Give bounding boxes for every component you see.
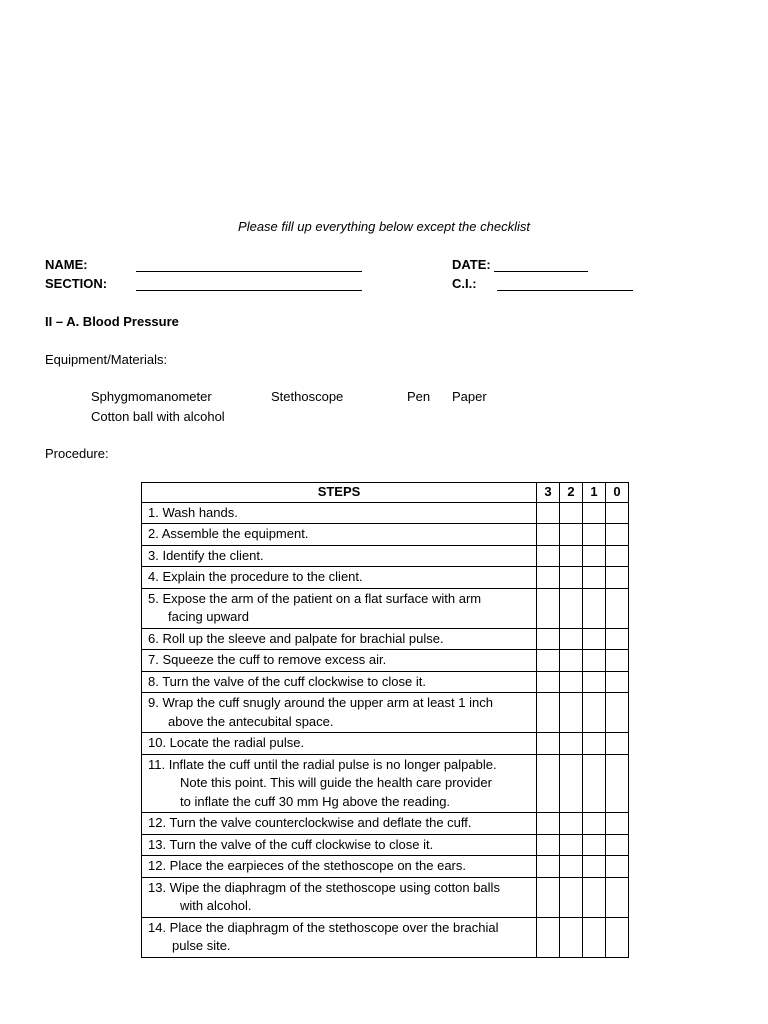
step-text-continued: Note this point. This will guide the health care provider (180, 775, 492, 790)
score-cell-2[interactable] (560, 567, 583, 589)
step-text: 6. Roll up the sleeve and palpate for brachial pulse. (148, 630, 444, 646)
step-text: 11. Inflate the cuff until the radial pulse is no longer palpable. (148, 756, 497, 772)
score-cell-1[interactable] (583, 856, 606, 878)
table-row (142, 628, 629, 650)
table-row (142, 671, 629, 693)
step-text-continued: above the antecubital space. (168, 713, 334, 729)
procedure-heading: Procedure: (45, 446, 109, 461)
score-cell-3[interactable] (537, 856, 560, 878)
step-text: 9. Wrap the cuff snugly around the upper arm at least 1 inch (148, 695, 493, 710)
step-cell (142, 671, 537, 693)
score-cell-0[interactable] (606, 813, 629, 835)
score-cell-0[interactable] (606, 628, 629, 650)
score-cell-3[interactable] (537, 524, 560, 546)
table-row (142, 502, 629, 524)
step-cell (142, 628, 537, 650)
score-cell-0[interactable] (606, 693, 629, 733)
step-text: 13. Wipe the diaphragm of the stethoscope using cotton balls (148, 879, 500, 895)
table-row (142, 545, 629, 567)
score-cell-2[interactable] (560, 813, 583, 835)
table-row (142, 754, 629, 813)
score-cell-1[interactable] (583, 588, 606, 628)
score-cell-2[interactable] (560, 502, 583, 524)
table-row (142, 917, 629, 957)
score-cell-0[interactable] (606, 545, 629, 567)
score-cell-1[interactable] (583, 754, 606, 813)
score-cell-2[interactable] (560, 693, 583, 733)
section-title: II – A. Blood Pressure (45, 314, 179, 329)
score-cell-3[interactable] (537, 877, 560, 917)
ci-label: C.I.: (452, 276, 477, 291)
score-cell-1[interactable] (583, 671, 606, 693)
equipment-heading: Equipment/Materials: (45, 352, 168, 367)
date-field-line[interactable] (494, 271, 588, 272)
score-cell-0[interactable] (606, 754, 629, 813)
table-row (142, 813, 629, 835)
score-cell-0[interactable] (606, 524, 629, 546)
step-cell (142, 545, 537, 567)
score-cell-3[interactable] (537, 628, 560, 650)
step-cell (142, 856, 537, 878)
step-text: 2. Assemble the equipment. (148, 526, 309, 541)
step-cell (142, 588, 537, 628)
score-cell-3[interactable] (537, 917, 560, 957)
step-text: 3. Identify the client. (148, 547, 264, 563)
score-cell-2[interactable] (560, 834, 583, 856)
table-row (142, 733, 629, 755)
column-header-score-3: 3 (537, 483, 560, 503)
step-cell (142, 834, 537, 856)
table-header-row (142, 483, 629, 503)
step-text-continued: to inflate the cuff 30 mm Hg above the reading. (180, 793, 451, 809)
step-cell (142, 917, 537, 957)
table-row (142, 856, 629, 878)
score-cell-1[interactable] (583, 693, 606, 733)
equipment-item-sphygmomanometer: Sphygmomanometer (91, 389, 212, 404)
table-row (142, 588, 629, 628)
score-cell-2[interactable] (560, 754, 583, 813)
score-cell-2[interactable] (560, 917, 583, 957)
score-cell-1[interactable] (583, 650, 606, 672)
column-header-score-1: 1 (583, 483, 606, 503)
table-row (142, 567, 629, 589)
step-text: 4. Explain the procedure to the client. (148, 569, 363, 584)
score-cell-0[interactable] (606, 588, 629, 628)
column-header-score-0: 0 (606, 483, 629, 503)
table-row (142, 650, 629, 672)
step-text: 13. Turn the valve of the cuff clockwise to close it. (148, 836, 434, 852)
step-cell (142, 754, 537, 813)
score-cell-1[interactable] (583, 524, 606, 546)
score-cell-0[interactable] (606, 733, 629, 755)
score-cell-0[interactable] (606, 877, 629, 917)
date-label: DATE: (452, 257, 491, 272)
score-cell-0[interactable] (606, 856, 629, 878)
table-row (142, 834, 629, 856)
score-cell-0[interactable] (606, 671, 629, 693)
score-cell-3[interactable] (537, 754, 560, 813)
step-text: 1. Wash hands. (148, 504, 238, 520)
ci-field-line[interactable] (497, 290, 633, 291)
score-cell-2[interactable] (560, 671, 583, 693)
score-cell-0[interactable] (606, 834, 629, 856)
score-cell-3[interactable] (537, 567, 560, 589)
step-text: 12. Turn the valve counterclockwise and deflate the cuff. (148, 815, 472, 830)
score-cell-1[interactable] (583, 628, 606, 650)
score-cell-1[interactable] (583, 813, 606, 835)
step-cell (142, 524, 537, 546)
column-header-steps: STEPS (142, 483, 537, 503)
step-text-continued: pulse site. (172, 938, 231, 953)
score-cell-1[interactable] (583, 877, 606, 917)
procedure-checklist-table (141, 482, 629, 958)
column-header-score-2: 2 (560, 483, 583, 503)
step-text-continued: with alcohol. (180, 898, 252, 913)
section-field-line[interactable] (136, 290, 362, 291)
score-cell-1[interactable] (583, 733, 606, 755)
score-cell-3[interactable] (537, 502, 560, 524)
table-row (142, 877, 629, 917)
score-cell-3[interactable] (537, 693, 560, 733)
table-row (142, 524, 629, 546)
step-text: 10. Locate the radial pulse. (148, 735, 305, 750)
score-cell-0[interactable] (606, 650, 629, 672)
score-cell-1[interactable] (583, 834, 606, 856)
score-cell-2[interactable] (560, 856, 583, 878)
score-cell-0[interactable] (606, 917, 629, 957)
step-cell (142, 567, 537, 589)
name-label: NAME: (45, 257, 88, 272)
score-cell-2[interactable] (560, 877, 583, 917)
name-field-line[interactable] (136, 271, 362, 272)
score-cell-2[interactable] (560, 733, 583, 755)
score-cell-3[interactable] (537, 650, 560, 672)
step-text: 5. Expose the arm of the patient on a flat surface with arm (148, 590, 482, 606)
score-cell-0[interactable] (606, 567, 629, 589)
step-text: 7. Squeeze the cuff to remove excess air. (148, 652, 387, 667)
step-text-continued: facing upward (168, 609, 249, 624)
score-cell-2[interactable] (560, 545, 583, 567)
score-cell-1[interactable] (583, 567, 606, 589)
step-text: 12. Place the earpieces of the stethoscope on the ears. (148, 858, 466, 873)
step-cell (142, 877, 537, 917)
score-cell-0[interactable] (606, 502, 629, 524)
score-cell-3[interactable] (537, 733, 560, 755)
equipment-item-stethoscope: Stethoscope (271, 389, 344, 404)
step-cell (142, 693, 537, 733)
score-cell-3[interactable] (537, 834, 560, 856)
table-row (142, 693, 629, 733)
step-cell (142, 502, 537, 524)
score-cell-1[interactable] (583, 502, 606, 524)
section-label: SECTION: (45, 276, 108, 291)
step-cell (142, 733, 537, 755)
score-cell-1[interactable] (583, 917, 606, 957)
score-cell-2[interactable] (560, 588, 583, 628)
equipment-item-pen: Pen (407, 389, 431, 404)
step-text: 8. Turn the valve of the cuff clockwise to close it. (148, 673, 426, 689)
score-cell-2[interactable] (560, 628, 583, 650)
step-cell (142, 813, 537, 835)
score-cell-3[interactable] (537, 671, 560, 693)
step-cell (142, 650, 537, 672)
score-cell-2[interactable] (560, 650, 583, 672)
score-cell-3[interactable] (537, 813, 560, 835)
instruction-text: Please fill up everything below except the checklist (238, 219, 530, 234)
equipment-item-cotton-ball: Cotton ball with alcohol (91, 409, 225, 424)
step-text: 14. Place the diaphragm of the stethoscope over the brachial (148, 919, 499, 935)
score-cell-3[interactable] (537, 588, 560, 628)
score-cell-3[interactable] (537, 545, 560, 567)
equipment-item-paper: Paper (452, 389, 487, 404)
score-cell-2[interactable] (560, 524, 583, 546)
score-cell-1[interactable] (583, 545, 606, 567)
